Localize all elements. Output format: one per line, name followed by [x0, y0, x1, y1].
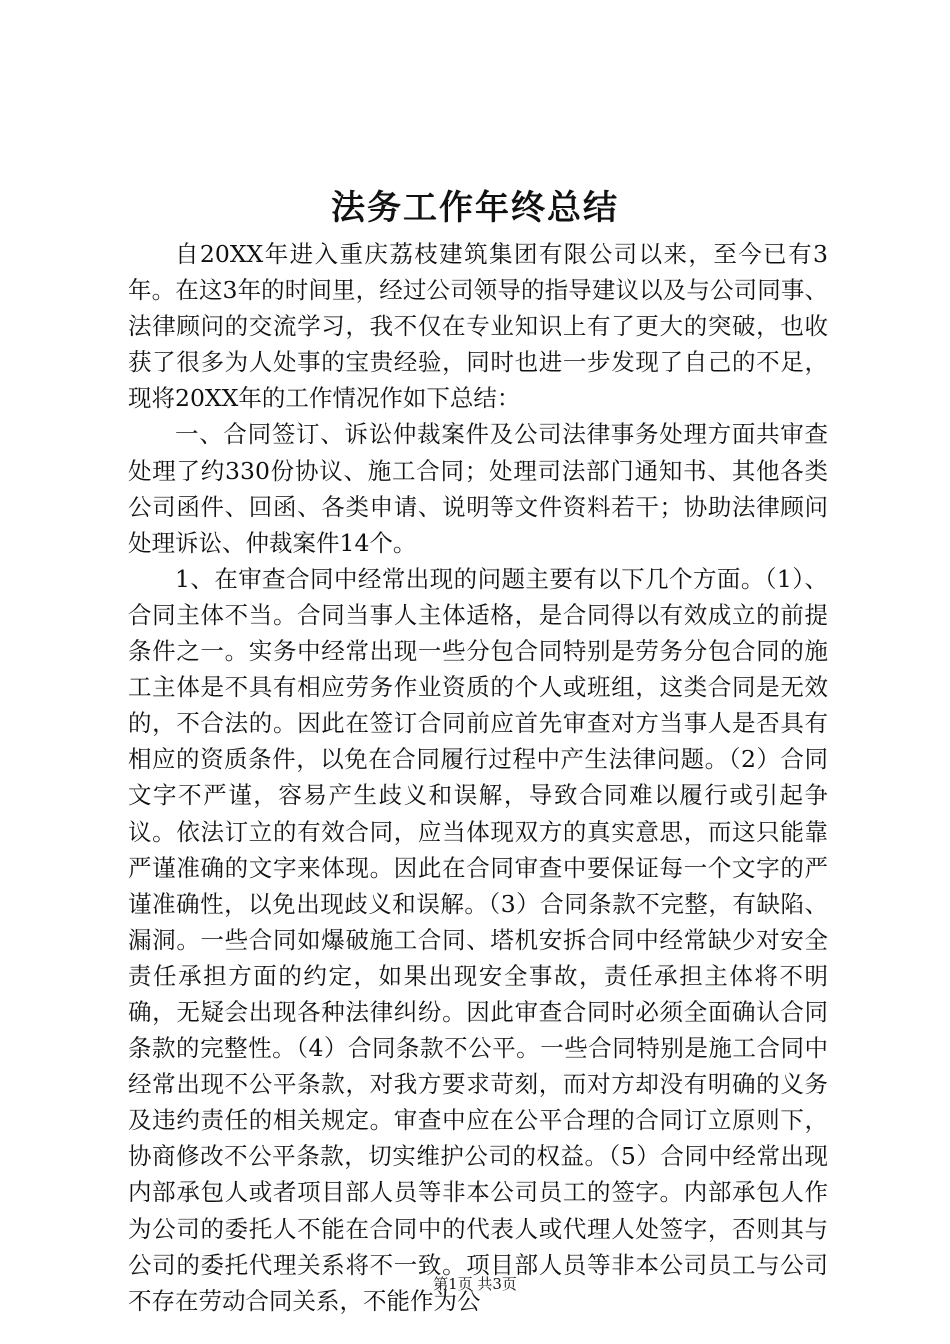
page-footer: 第1页 共3页 [433, 1275, 517, 1293]
paragraph-contract-issues: 1、在审查合同中经常出现的问题主要有以下几个方面。（1）、合同主体不当。合同当事人主体适格，是合同得以有效成立的前提条件之一。实务中经常出现一些分包合同特别是劳务分包合同的施工主体是不具有相应劳务作业资质的个人或班组，这类合同是无效的，不合法的。因此在签订合同前应首先审查对方当事人是否具有相应的资质条件，以免在合同履行过程中产生法律问题。（2）合同文字不严谨，容易产生歧义和误解，导致合同难以履行或引起争议。依法订立的有效合同，应当体现双方的真实意思，而这只能靠严谨准确的文字来体现。因此在合同审查中要保证每一个文字的严谨准确性，以免出现歧义和误解。（3）合同条款不完整，有缺陷、漏洞。一些合同如爆破施工合同、塔机安拆合同中经常缺少对安全责任承担方面的约定，如果出现安全事故，责任承担主体将不明确，无疑会出现各种法律纠纷。因此审查合同时必须全面确认合同条款的完整性。（4）合同条款不公平。一些合同特别是施工合同中经常出现不公平条款，对我方要求苛刻，而对方却没有明确的义务及违约责任的相关规定。审查中应在公平合理的合同订立原则下，协商修改不公平条款，切实维护公司的权益。（5）合同中经常出现内部承包人或者项目部人员等非本公司员工的签字。内部承包人作为公司的委托人不能在合同中的代表人或代理人处签字，否则其与公司的委托代理关系将不一致。项目部人员等非本公司员工与公司不存在劳动合同关系，不能作为公 [128, 564, 828, 1315]
document-body [128, 236, 828, 1319]
document-title: 法务工作年终总结 [331, 188, 619, 228]
paragraph-intro: 自20XX年进入重庆荔枝建筑集团有限公司以来，至今已有3年。在这3年的时间里，经过公司领导的指导建议以及与公司同事、法律顾问的交流学习，我不仅在专业知识上有了更大的突破，也收获了很多为人处事的宝贵经验，同时也进一步发现了自己的不足，现将20XX年的工作情况作如下总结： [128, 240, 828, 413]
paragraph-section-one: 一、合同签订、诉讼仲裁案件及公司法律事务处理方面共审查处理了约330份协议、施工合同；处理司法部门通知书、其他各类公司函件、回函、各类申请、说明等文件资料若干；协助法律顾问处理诉讼、仲裁案件14个。 [128, 420, 828, 557]
